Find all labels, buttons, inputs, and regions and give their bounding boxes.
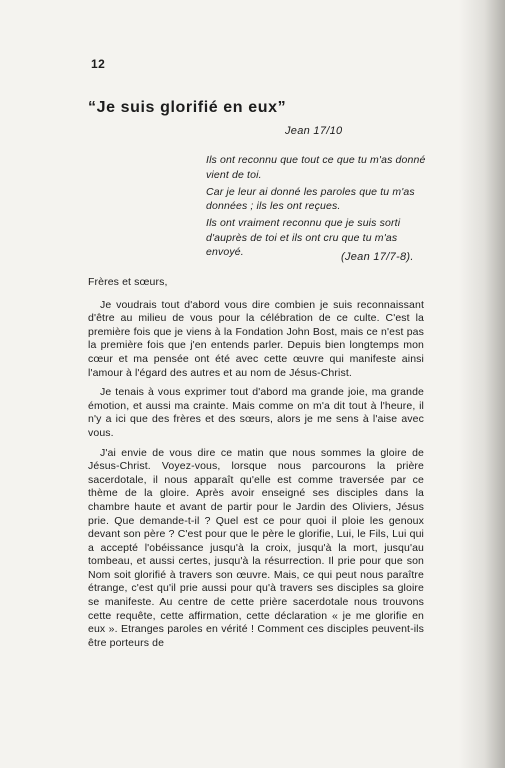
epigraph-reference: (Jean 17/7-8). [341, 251, 414, 263]
body-paragraph: Je voudrais tout d'abord vous dire combien je suis reconnaissant d'être au milieu de vous pour la célébration de ce culte. C'est la première fois que je viens à la Fondation John Bost, mais ce n'est pas la première fois que j'en entends parler. Depuis bien longtemps mon cœur et ma pensée ont été avec cette œuvre qui manifeste ainsi l'amour à l'égard des autres et au nom de Jésus-Christ. [88, 298, 424, 379]
epigraph-line: Ils ont reconnu que tout ce que tu m'as donné vient de toi. [206, 154, 426, 181]
epigraph [206, 153, 426, 262]
epigraph-line: Car je leur ai donné les paroles que tu m'as données ; ils les ont reçues. [206, 185, 415, 212]
sermon-title: “Je suis glorifié en eux” [88, 99, 287, 116]
body-paragraph: J'ai envie de vous dire ce matin que nous sommes la gloire de Jésus-Christ. Voyez-vous, lorsque nous parcourons la prière sacerdotale, il nous apparaît qu'elle est comme traversée par ce thème de la gloire. Après avoir enseigné ses disciples dans la chambre haute et avant de partir pour le Jardin des Oliviers, Jésus prie. Que demande-t-il ? Quel est ce pour quoi il ploie les genoux devant son père ? C'est pour que le père le glorifie, Lui, le Fils, Lui qui a accepté l'obéissance jusqu'à la croix, jusqu'à la mort, jusqu'au tombeau, et aussi certes, jusqu'à la résurrection. Il prie pour que son Nom soit glorifié à travers son œuvre. Mais, ce qui peut nous paraître étrange, c'est qu'il prie aussi pour qu'à travers ses disciples sa gloire se manifeste. Au centre de cette prière sacerdotale nous trouvons cette requête, cette affirmation, cette déclaration « je me glorifie en eux ». Etranges paroles en vérité ! Comment ces disciples peuvent-ils être porteurs de [88, 446, 424, 649]
body-paragraph: Je tenais à vous exprimer tout d'abord ma grande joie, ma grande émotion, et aussi ma crainte. Mais comme on m'a dit tout à l'heure, il n'y a ici que des frères et des sœurs, alors je me sens à l'aise avec vous. [88, 386, 424, 439]
salutation: Frères et sœurs, [88, 276, 168, 288]
page-number: 12 [91, 57, 106, 71]
epigraph-line: Ils ont vraiment reconnu que je suis sorti d'auprès de toi et ils ont cru que tu m'as envoyé. [206, 217, 401, 258]
title-reference: Jean 17/10 [285, 125, 343, 137]
page-binding-shadow [459, 0, 505, 768]
sermon-body [88, 276, 424, 656]
